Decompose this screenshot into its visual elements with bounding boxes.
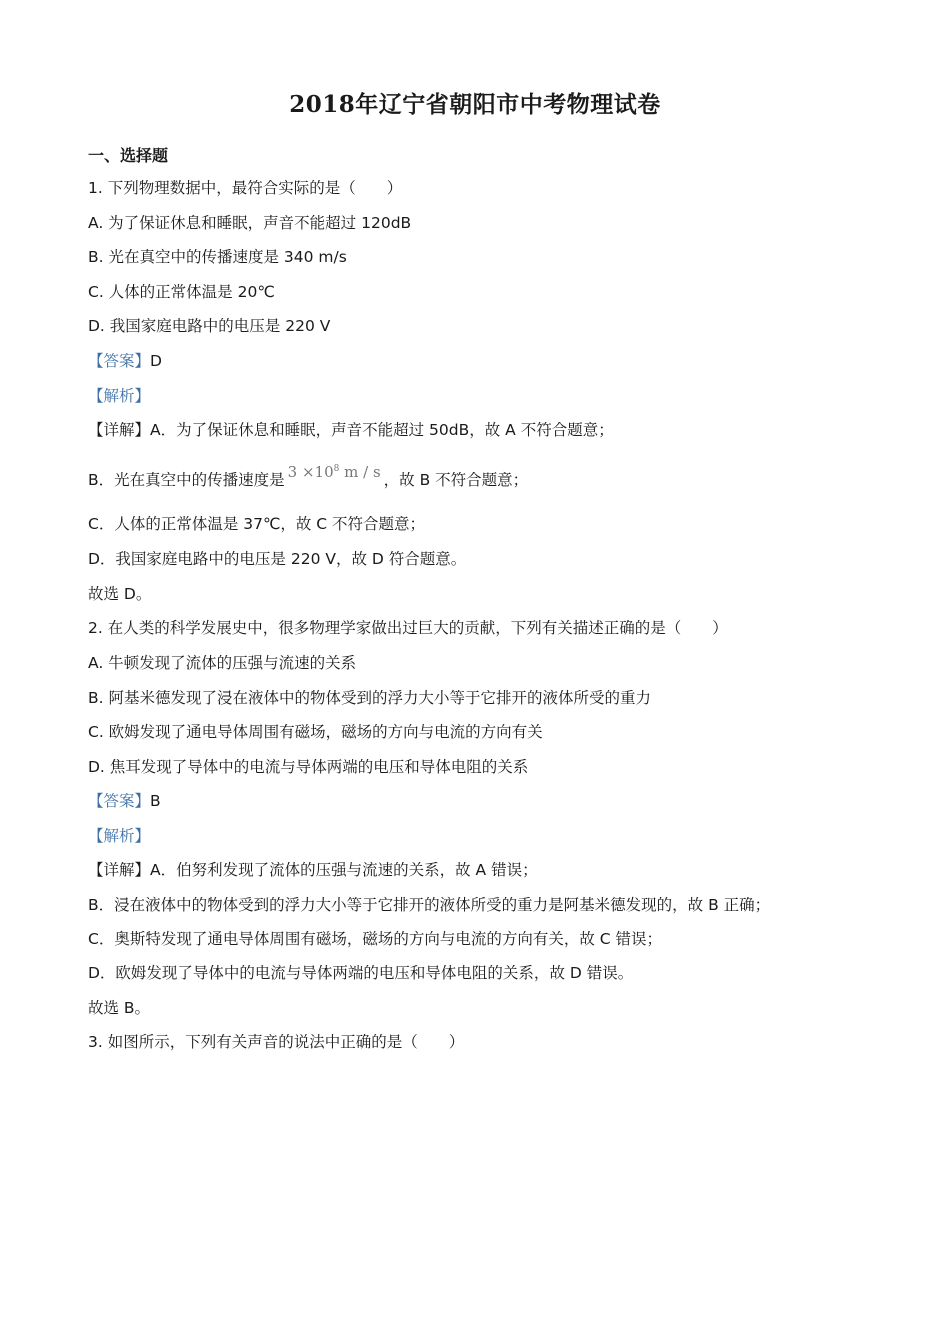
q1-detail-a <box>88 419 614 441</box>
q1-detail-d: D．我国家庭电路中的电压是 220 V，故 D 符合题意。 <box>88 550 467 568</box>
q2-detail-d: D．欧姆发现了导体中的电流与导体两端的电压和导体电阻的关系，故 D 错误。 <box>88 964 634 982</box>
math-base: 10 <box>314 463 334 481</box>
document-title: 2018年辽宁省朝阳市中考物理试卷 <box>289 91 661 118</box>
math-coefficient: 3 <box>287 463 298 481</box>
q2-detail-a <box>88 859 538 881</box>
q3-stem: 3. 如图所示，下列有关声音的说法中正确的是（ ） <box>88 1033 465 1051</box>
q1-option-d: D. 我国家庭电路中的电压是 220 V <box>88 317 331 335</box>
detail-text: B．光在真空中的传播速度是 <box>88 471 285 489</box>
q1-option-b: B. 光在真空中的传播速度是 340 m/s <box>88 248 347 266</box>
q2-option-c: C. 欧姆发现了通电导体周围有磁场，磁场的方向与电流的方向有关 <box>88 723 543 741</box>
q1-detail-c: C．人体的正常体温是 37℃，故 C 不符合题意； <box>88 515 426 533</box>
q2-conclusion: 故选 B。 <box>88 999 151 1017</box>
math-times: × <box>301 463 315 481</box>
q2-detail-b: B．浸在液体中的物体受到的浮力大小等于它排开的液体所受的重力是阿基米德发现的，故 B 正确； <box>88 896 771 914</box>
section-heading: 一、选择题 <box>88 146 169 165</box>
answer-label: 【答案】 <box>88 352 151 370</box>
q1-option-a: A. 为了保证休息和睡眠，声音不能超过 120dB <box>88 214 412 232</box>
q1-answer <box>88 350 162 372</box>
q2-stem: 2. 在人类的科学发展史中，很多物理学家做出过巨大的贡献，下列有关描述正确的是（ ） <box>88 619 728 637</box>
q1-option-c: C. 人体的正常体温是 20℃ <box>88 283 275 301</box>
q1-detail-b <box>88 463 529 491</box>
detail-text: ，故 B 不符合题意； <box>383 471 529 489</box>
q2-analysis-label: 【解析】 <box>88 827 151 845</box>
q2-answer <box>88 790 161 812</box>
answer-value: B <box>150 792 161 810</box>
q2-option-b: B. 阿基米德发现了浸在液体中的物体受到的浮力大小等于它排开的液体所受的重力 <box>88 689 651 707</box>
q1-analysis-label: 【解析】 <box>88 387 151 405</box>
math-exponent: 8 <box>333 464 340 474</box>
q1-stem: 1. 下列物理数据中，最符合实际的是（ ） <box>88 179 403 197</box>
speed-of-light-formula <box>285 463 384 481</box>
q1-conclusion: 故选 D。 <box>88 585 152 603</box>
q2-option-d: D. 焦耳发现了导体中的电流与导体两端的电压和导体电阻的关系 <box>88 758 529 776</box>
detail-text: A．伯努利发现了流体的压强与流速的关系，故 A 错误； <box>150 861 538 879</box>
answer-value: D <box>150 352 162 370</box>
q2-option-a: A. 牛顿发现了流体的压强与流速的关系 <box>88 654 357 672</box>
answer-label: 【答案】 <box>88 792 151 810</box>
detail-text: A．为了保证休息和睡眠，声音不能超过 50dB，故 A 不符合题意； <box>150 421 614 439</box>
q2-detail-c: C．奥斯特发现了通电导体周围有磁场，磁场的方向与电流的方向有关，故 C 错误； <box>88 930 663 948</box>
math-unit: m / s <box>344 463 381 481</box>
detail-label: 【详解】 <box>88 861 151 879</box>
detail-label: 【详解】 <box>88 421 151 439</box>
